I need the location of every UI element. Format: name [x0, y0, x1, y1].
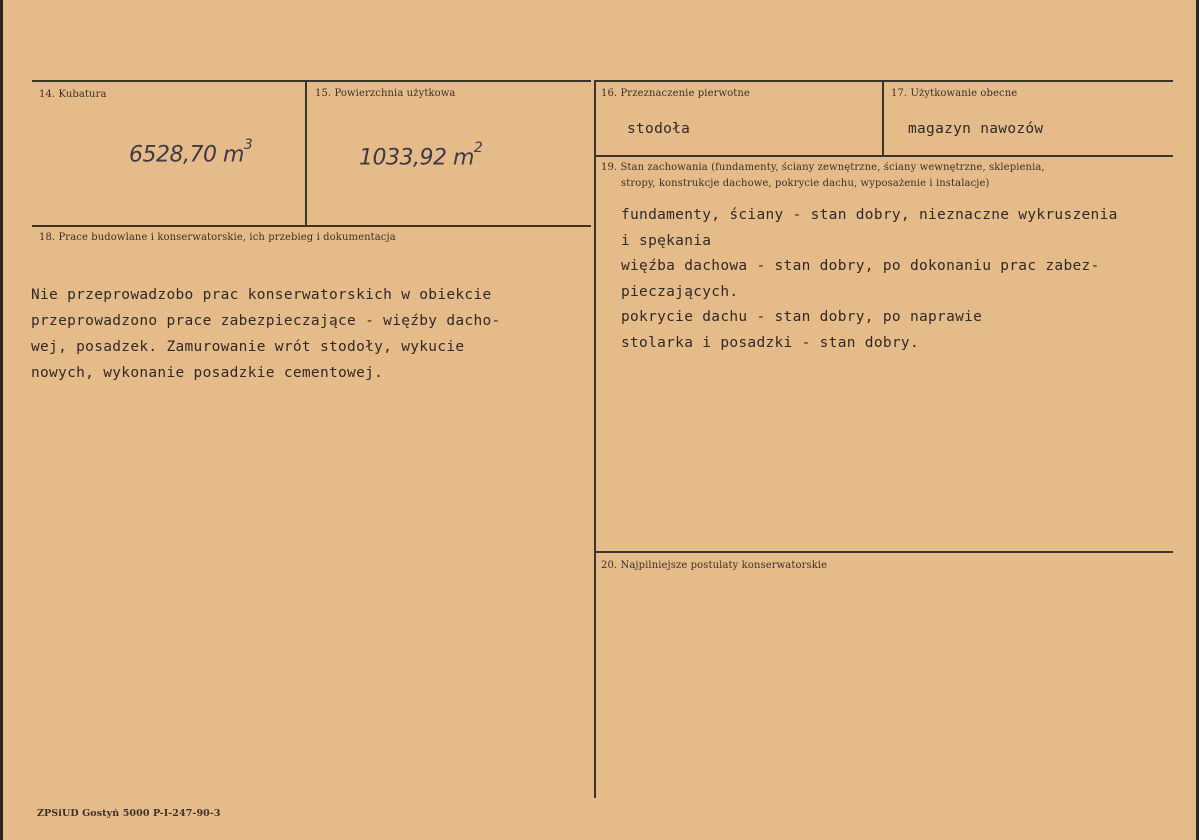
rule-below-16-17 — [595, 155, 1173, 157]
field-19-line: pieczających. — [621, 283, 739, 300]
field-18-line: wej, posadzek. Zamurowanie wrót stodoły, wykucie — [31, 339, 465, 355]
field-19-line: pokrycie dachu - stan dobry, po naprawie — [621, 309, 983, 325]
field-17-value: magazyn nawozów — [908, 121, 1044, 137]
field-18-line: Nie przeprowadzobo prac konserwatorskich w obiekcie — [31, 287, 492, 303]
printer-imprint: ZPSiUD Gostyń 5000 P-I-247-90-3 — [37, 808, 221, 819]
field-19-line: więźba dachowa - stan dobry, po dokonaniu prac zabez- — [621, 258, 1100, 274]
field-19-line: fundamenty, ściany - stan dobry, nieznaczne wykruszenia — [621, 207, 1118, 223]
field-14-value — [129, 137, 253, 168]
top-rule-right — [595, 80, 1173, 82]
field-17-label: 17. Użytkowanie obecne — [891, 88, 1018, 99]
center-divider — [594, 80, 596, 798]
field-14-label: 14. Kubatura — [39, 89, 107, 100]
field-18-line: nowych, wykonanie posadzkie cementowej. — [31, 365, 384, 381]
field-19-label-line1: 19. Stan zachowania (fundamenty, ściany zewnętrzne, ściany wewnętrzne, sklepienia, — [601, 162, 1045, 173]
rule-below-14-15 — [32, 225, 591, 227]
field-19-label-line2: stropy, konstrukcje dachowe, pokrycie dachu, wyposażenie i instalacje) — [621, 178, 990, 189]
rule-above-20 — [595, 551, 1173, 553]
field-15-value — [359, 140, 483, 171]
top-rule-left — [32, 80, 591, 82]
cubature-unit-exponent: 3 — [243, 137, 253, 153]
area-unit-exponent: 2 — [473, 140, 483, 156]
field-19-text — [621, 203, 1118, 356]
usable-area-value: 1033,92 m — [359, 145, 474, 171]
divider-14-15 — [305, 80, 307, 226]
field-18-line: przeprowadzono prace zabezpieczające - więźby dacho- — [31, 313, 501, 329]
field-19-line: stolarka i posadzki - stan dobry. — [621, 334, 919, 351]
cubature-value: 6528,70 m — [129, 142, 244, 168]
divider-16-17 — [882, 80, 884, 156]
field-20-label: 20. Najpilniejsze postulaty konserwatorskie — [601, 560, 828, 571]
field-18-text — [31, 282, 501, 386]
field-18-label: 18. Prace budowlane i konserwatorskie, ich przebieg i dokumentacja — [39, 232, 396, 243]
field-19-line: i spękania — [621, 232, 712, 249]
field-16-label: 16. Przeznaczenie pierwotne — [601, 88, 750, 99]
field-15-label: 15. Powierzchnia użytkowa — [315, 88, 456, 99]
field-16-value: stodoła — [627, 121, 691, 137]
